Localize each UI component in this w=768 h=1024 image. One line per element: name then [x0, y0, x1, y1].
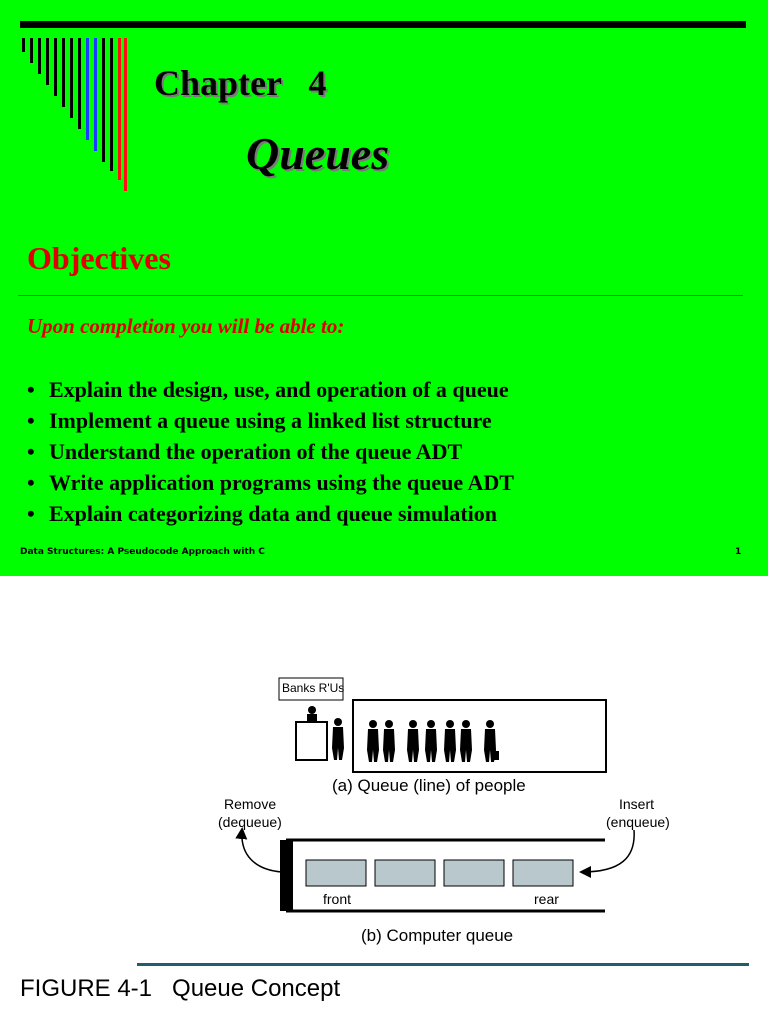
- queue-front-wall: [280, 840, 293, 911]
- queue-cells: [306, 860, 573, 886]
- stripe-bar: [46, 38, 49, 85]
- stripe-bar: [62, 38, 65, 107]
- queue-cell: [444, 860, 504, 886]
- enqueue-arrow: [582, 830, 634, 872]
- stripe-bar: [118, 38, 121, 180]
- teller-desk-icon: [296, 722, 327, 760]
- stripe-bar: [30, 38, 33, 63]
- dequeue-label: (dequeue): [218, 814, 282, 830]
- bullet-text: Explain the design, use, and operation of a queue: [49, 377, 509, 402]
- stripe-bar: [38, 38, 41, 74]
- bullet-glyph: •: [27, 439, 35, 464]
- stripe-bar: [70, 38, 73, 118]
- chapter-title: Chapter 4: [154, 63, 327, 103]
- bullet-glyph: •: [27, 408, 35, 433]
- bullet-glyph: •: [27, 470, 35, 495]
- objectives-intro: Upon completion you will be able to:: [27, 314, 345, 338]
- stripe-bar: [22, 38, 25, 52]
- queue-diagram: [0, 600, 768, 1024]
- teller-icon: [307, 706, 317, 722]
- queue-cell: [375, 860, 435, 886]
- figure-caption: FIGURE 4-1 Queue Concept: [20, 975, 341, 1002]
- remove-label: Remove: [224, 796, 277, 812]
- stripe-bar: [124, 38, 127, 191]
- stripe-bar: [94, 38, 97, 151]
- queue-cell: [513, 860, 573, 886]
- stripe-bar: [110, 38, 113, 171]
- chapter-subtitle: Queues: [246, 128, 390, 179]
- caption-rule: [137, 963, 749, 966]
- people-queue-caption: (a) Queue (line) of people: [332, 776, 526, 795]
- insert-label: Insert: [619, 796, 655, 812]
- computer-queue-caption: (b) Computer queue: [361, 926, 514, 945]
- rear-label: rear: [534, 891, 559, 907]
- list-item: [27, 467, 514, 498]
- bullet-text: Understand the operation of the queue ADT: [49, 439, 463, 464]
- dequeue-arrow: [242, 830, 282, 872]
- divider: [18, 295, 743, 296]
- stripe-bar: [54, 38, 57, 96]
- stripe-bar: [78, 38, 81, 129]
- bullet-glyph: •: [27, 501, 35, 526]
- list-item: [27, 498, 514, 529]
- footer-text: Data Structures: A Pseudocode Approach with C: [20, 547, 265, 557]
- bank-sign-text: Banks R'Us: [282, 681, 345, 695]
- customer-at-counter-icon: [332, 718, 344, 760]
- bag-icon: [492, 751, 499, 760]
- bullet-text: Explain categorizing data and queue simulation: [49, 501, 498, 526]
- queue-cell: [306, 860, 366, 886]
- stripe-bar: [102, 38, 105, 162]
- front-label: front: [323, 891, 352, 907]
- stripe-bar: [86, 38, 89, 140]
- list-item: [27, 436, 514, 467]
- bullet-text: Implement a queue using a linked list structure: [49, 408, 492, 433]
- page-number: 1: [735, 547, 742, 557]
- top-bar: [20, 21, 746, 28]
- list-item: [27, 374, 514, 405]
- objectives-list: [27, 374, 514, 529]
- enqueue-label: (enqueue): [606, 814, 670, 830]
- queue-figure: [0, 600, 768, 1024]
- bullet-text: Write application programs using the queue ADT: [49, 470, 514, 495]
- bullet-glyph: •: [27, 377, 35, 402]
- list-item: [27, 405, 514, 436]
- objectives-heading: Objectives: [27, 240, 171, 276]
